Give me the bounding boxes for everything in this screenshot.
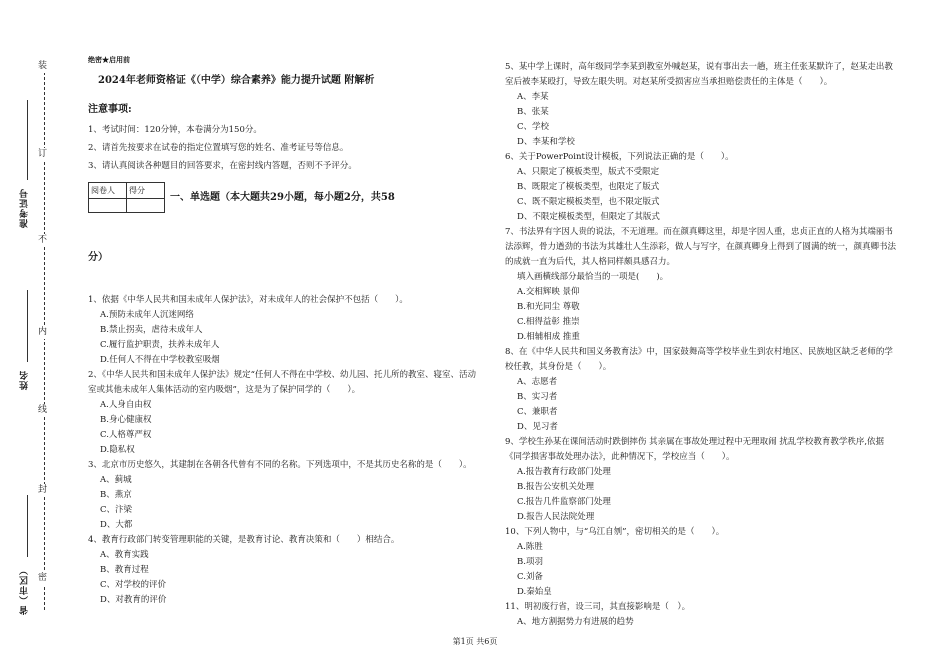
answer-option[interactable]: B、既限定了模板类型，也限定了版式 xyxy=(517,182,660,192)
answer-option[interactable]: A、志愿者 xyxy=(517,377,558,387)
question-stem: 9、学校生孙某在课间活动时跌倒摔伤 其亲属在事故处理过程中无理取闹 扰乱学校教育教学秩序,依据《同学损害事故处理办法》，此种情况下，学校应当（ ）。 xyxy=(505,437,885,462)
answer-option[interactable]: D.秦始皇 xyxy=(517,587,552,597)
seal-char: 装 xyxy=(38,61,48,71)
answer-option[interactable]: D、大都 xyxy=(100,520,133,530)
seal-char: 线 xyxy=(38,405,48,415)
section-heading: 一、单选题（本大题共29小题，每小题2分，共58 xyxy=(170,192,395,203)
answer-option[interactable]: D.隐私权 xyxy=(100,445,135,455)
name-field xyxy=(27,290,28,362)
answer-option[interactable]: A.交相辉映 景仰 xyxy=(517,287,580,297)
answer-option[interactable]: C、对学校的评价 xyxy=(100,580,167,590)
question-stem: 1、依据《中华人民共和国未成年人保护法》，对未成年人的社会保护不包括（ ）。 xyxy=(88,295,408,305)
answer-option[interactable]: C.相得益彰 推崇 xyxy=(517,317,580,327)
answer-option[interactable]: B.禁止拐卖，虐待未成年人 xyxy=(100,325,203,335)
question-stem: 5、某中学上课时，高年级同学李某到教室外喊赵某，说有事出去一趟，班主任张某默许了，赵某走出教室后被李某殴打，导致左眼失明。对赵某所受损害应当承担赔偿责任的主体是（ ）。 xyxy=(505,62,893,87)
notice-heading: 注意事项: xyxy=(88,104,132,115)
notice-block xyxy=(88,102,476,174)
section-header xyxy=(88,182,476,214)
answer-option[interactable]: D.相辅相成 推重 xyxy=(517,332,580,342)
answer-option[interactable]: A、地方割据势力有进展的趋势 xyxy=(517,617,634,627)
answer-option[interactable]: D.报告人民法院处理 xyxy=(517,512,595,522)
answer-option[interactable]: D.任何人不得在中学校教室吸烟 xyxy=(100,355,220,365)
answer-option[interactable]: C、既不限定模板类型，也不限定版式 xyxy=(517,197,660,207)
left-column xyxy=(88,52,476,608)
score-blank[interactable] xyxy=(127,199,165,213)
question-stem: 8、在《中华人民共和国义务教育法》中，国家鼓舞高等学校毕业生到农村地区、民族地区缺乏老师的学校任教，其身份是（ ）。 xyxy=(505,347,893,372)
name-label: 姓名 xyxy=(20,370,30,390)
binding-margin xyxy=(0,0,72,671)
question-stem: 11、明初废行省，设三司，其直接影响是（ ）。 xyxy=(505,602,691,612)
answer-option[interactable]: D、对教育的评价 xyxy=(100,595,167,605)
seal-char: 密 xyxy=(38,573,48,583)
answer-option[interactable]: B、张某 xyxy=(517,107,549,117)
question-stem: 3、北京市历史悠久，其建制在各朝各代曾有不同的名称。下列选项中，不是其历史名称的是（ ）。 xyxy=(88,460,472,470)
question-stem: 4、教育行政部门转变管理职能的关键，是教育讨论、教育决策和（ ）相结合。 xyxy=(88,535,400,545)
notice-item: 1、考试时间：120分钟，本卷满分为150分。 xyxy=(88,125,262,135)
grader-blank[interactable] xyxy=(89,199,127,213)
notice-item: 2、请首先按要求在试卷的指定位置填写您的姓名、准考证号等信息。 xyxy=(88,143,349,153)
answer-option[interactable]: C.报告几件监察部门处理 xyxy=(517,497,611,507)
question-stem: 10、下列人物中，与“乌江自刎”，密切相关的是（ ）。 xyxy=(505,527,725,537)
province-field xyxy=(27,495,28,557)
question-list-right xyxy=(505,60,900,630)
answer-option[interactable]: A、李某 xyxy=(517,92,549,102)
page-footer: 第1页 共6页 xyxy=(452,637,498,646)
answer-option[interactable]: B.项羽 xyxy=(517,557,543,567)
secret-mark: 绝密★启用前 xyxy=(88,55,130,64)
province-label: 省（市区） xyxy=(20,565,30,615)
answer-option[interactable]: D、李某和学校 xyxy=(517,137,575,147)
answer-option[interactable]: B、教育过程 xyxy=(100,565,149,575)
answer-option[interactable]: B.报告公安机关处理 xyxy=(517,482,594,492)
seal-char: 封 xyxy=(38,485,48,495)
question-stem: 6、关于PowerPoint设计模板，下列说法正确的是（ ）。 xyxy=(505,152,734,162)
answer-option[interactable]: A、教育实践 xyxy=(100,550,149,560)
question-stem: 2、《中华人民共和国未成年人保护法》规定“任何人不得在中学校、幼儿园、托儿所的教室、寝室、活动室或其他未成年人集体活动的室内吸烟”，这是为了保护同学的（ ）。 xyxy=(88,370,477,395)
answer-option[interactable]: C.刘备 xyxy=(517,572,543,582)
answer-option[interactable]: D、见习者 xyxy=(517,422,558,432)
seal-char: 订 xyxy=(38,149,48,159)
answer-option[interactable]: B、实习者 xyxy=(517,392,558,402)
question-sub-stem: 填入画横线部分最恰当的一项是( )。 xyxy=(517,272,669,282)
answer-option[interactable]: A.报告教育行政部门处理 xyxy=(517,467,611,477)
answer-option[interactable]: C、兼职者 xyxy=(517,407,558,417)
answer-option[interactable]: C.人格尊严权 xyxy=(100,430,152,440)
answer-option[interactable]: C、汴梁 xyxy=(100,505,133,515)
score-cell: 得分 xyxy=(127,183,165,199)
answer-option[interactable]: B.身心健康权 xyxy=(100,415,152,425)
answer-option[interactable]: B.和光同尘 尊敬 xyxy=(517,302,580,312)
seal-char: 内 xyxy=(38,327,48,337)
seal-char: 不 xyxy=(38,235,48,245)
answer-option[interactable]: B、燕京 xyxy=(100,490,132,500)
question-list-left xyxy=(88,293,476,608)
page-title: 2024年老师资格证《（中学）综合素养》能力提升试题 附解析 xyxy=(98,75,375,86)
grader-cell: 阅卷人 xyxy=(89,183,127,199)
ticket-number-field xyxy=(27,100,28,180)
answer-option[interactable]: A、蓟城 xyxy=(100,475,132,485)
answer-option[interactable]: D、不限定模板类型，但限定了其版式 xyxy=(517,212,660,222)
answer-option[interactable]: C.履行监护职责，扶养未成年人 xyxy=(100,340,220,350)
answer-option[interactable]: A、只限定了模板类型，版式不受限定 xyxy=(517,167,660,177)
answer-option[interactable]: A.人身自由权 xyxy=(100,400,152,410)
question-stem: 7、书法界有字因人贵的说法，不无道理。而在颜真卿这里，却是字因人重，忠贞正直的人格为其端丽书法添辉，骨力遒劲的书法为其雄壮人生添彩，做人与写字，在颜真卿身上得到了圆满的统一，颜真卿书法的成就一直为后代，其人格同样颇具感召力。 xyxy=(505,227,897,267)
ticket-number-label: 准考证号 xyxy=(20,188,30,228)
answer-option[interactable]: C、学校 xyxy=(517,122,550,132)
answer-option[interactable]: A.陈胜 xyxy=(517,542,543,552)
section-heading-tail: 分） xyxy=(88,252,108,263)
right-column xyxy=(505,60,900,630)
answer-option[interactable]: A.预防未成年人沉迷网络 xyxy=(100,310,194,320)
score-table xyxy=(88,182,165,213)
notice-item: 3、请认真阅读各种题目的回答要求，在密封线内答题，否则不予评分。 xyxy=(88,161,357,171)
